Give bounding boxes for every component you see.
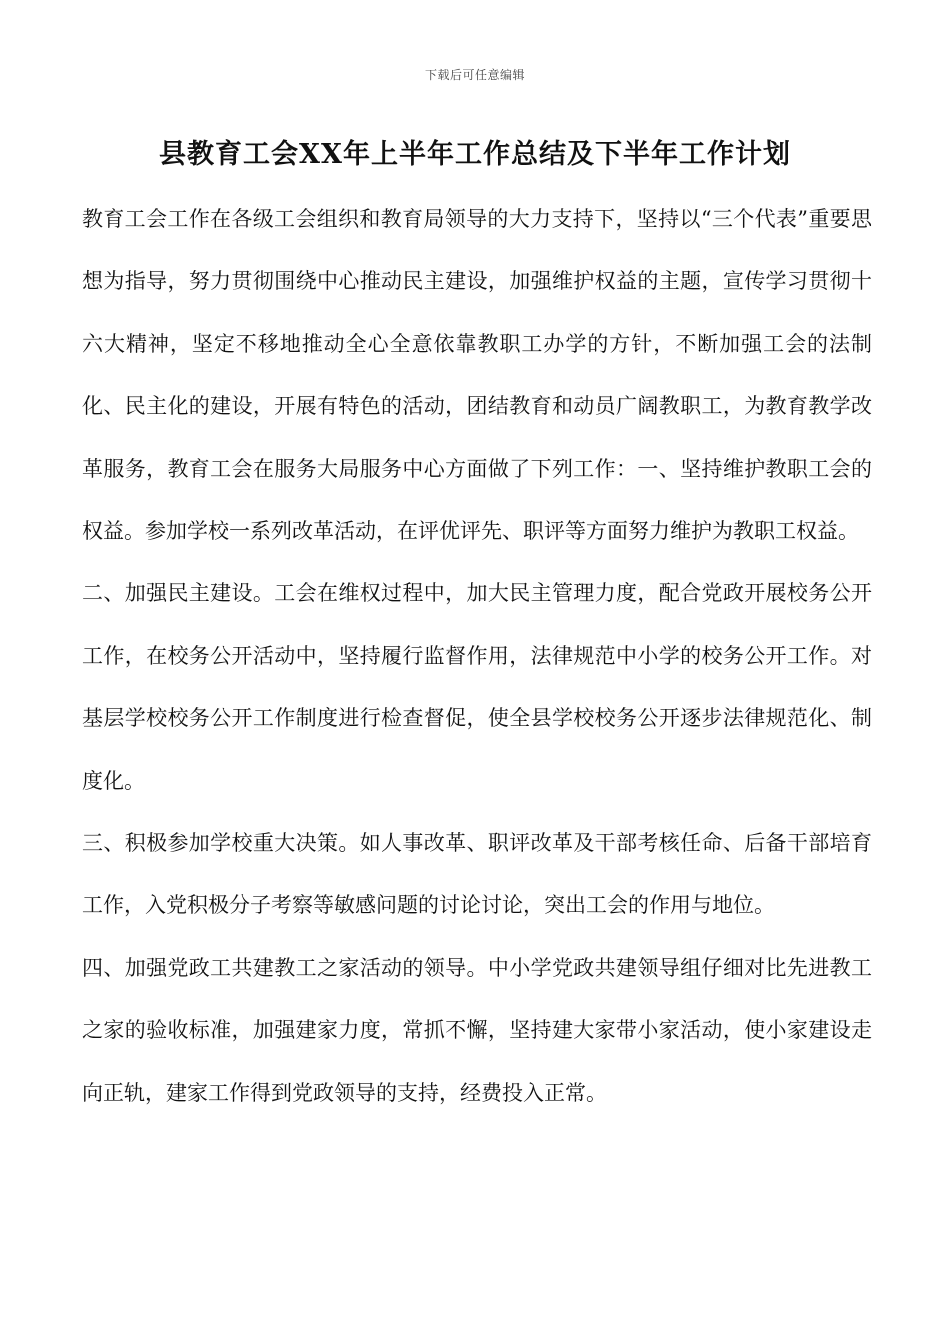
document-title: 县教育工会XX年上半年工作总结及下半年工作计划 — [159, 139, 791, 170]
paragraph-4: 四、加强党政工共建教工之家活动的领导。中小学党政共建领导组仔细对比先进教工之家的验收标准，加强建家力度，常抓不懈，坚持建大家带小家活动，使小家建设走向正轨，建家工作得到党政领导的支持，经费投入正常。 — [82, 955, 872, 1105]
document-body — [82, 188, 872, 1124]
header-note: 下载后可任意编辑 — [424, 68, 525, 82]
paragraph-3: 三、积极参加学校重大决策。如人事改革、职评改革及干部考核任命、后备干部培育工作，入党积极分子考察等敏感问题的讨论讨论，突出工会的作用与地位。 — [82, 831, 872, 918]
paragraph-2: 二、加强民主建设。工会在维权过程中，加大民主管理力度，配合党政开展校务公开工作，在校务公开活动中，坚持履行监督作用，法律规范中小学的校务公开工作。对基层学校校务公开工作制度进行检查督促，使全县学校校务公开逐步法律规范化、制度化。 — [82, 581, 872, 793]
paragraph-1: 教育工会工作在各级工会组织和教育局领导的大力支持下，坚持以“三个代表”重要思想为指导，努力贯彻围绕中心推动民主建设，加强维护权益的主题，宣传学习贯彻十六大精神，坚定不移地推动全心全意依靠教职工办学的方针，不断加强工会的法制化、民主化的建设，开展有特色的活动，团结教育和动员广阔教职工，为教育教学改革服务，教育工会在服务大局服务中心方面做了下列工作：一、坚持维护教职工会的权益。参加学校一系列改革活动，在评优评先、职评等方面努力维护为教职工权益。 — [82, 207, 872, 544]
